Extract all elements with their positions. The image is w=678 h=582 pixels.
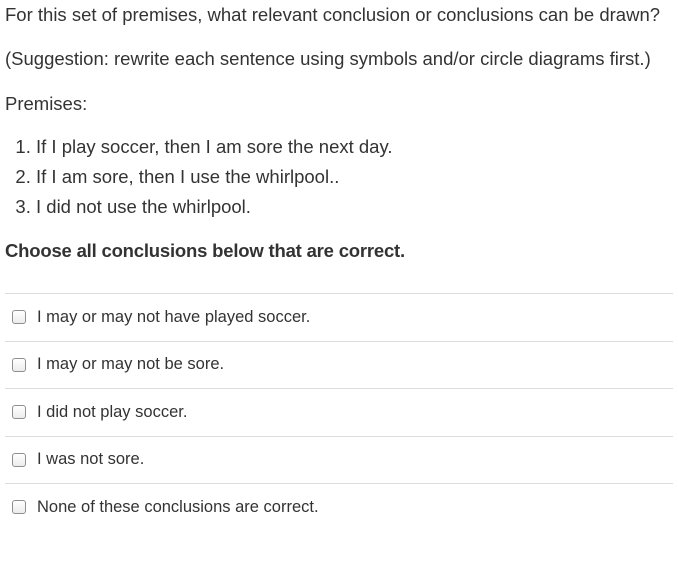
answer-option[interactable] [5,342,673,390]
answer-option[interactable] [5,437,673,485]
question-suggestion: (Suggestion: rewrite each sentence using symbols and/or circle diagrams first.) [5,48,651,69]
checkbox[interactable] [12,405,26,419]
instruction-text: Choose all conclusions below that are correct. [5,240,405,261]
premise-item: 1. If I play soccer, then I am sore the next day. [36,132,673,162]
option-label: I did not play soccer. [37,402,188,421]
question-container [5,0,673,531]
premises-label: Premises: [5,93,88,114]
answer-option[interactable] [5,389,673,437]
checkbox[interactable] [12,500,26,514]
answer-options [5,293,673,531]
answer-option[interactable] [5,294,673,342]
option-label: I may or may not have played soccer. [37,307,311,326]
checkbox[interactable] [12,310,26,324]
option-label: I may or may not be sore. [37,355,225,374]
premises-list [5,132,673,222]
option-label: I was not sore. [37,450,145,469]
answer-option[interactable] [5,484,673,531]
premise-item: 2. If I am sore, then I use the whirlpool.. [36,162,673,192]
question-prompt: For this set of premises, what relevant conclusion or conclusions can be drawn? [5,4,661,25]
option-label: None of these conclusions are correct. [37,497,319,516]
checkbox[interactable] [12,453,26,467]
premise-item: 3. I did not use the whirlpool. [36,192,673,222]
checkbox[interactable] [12,358,26,372]
